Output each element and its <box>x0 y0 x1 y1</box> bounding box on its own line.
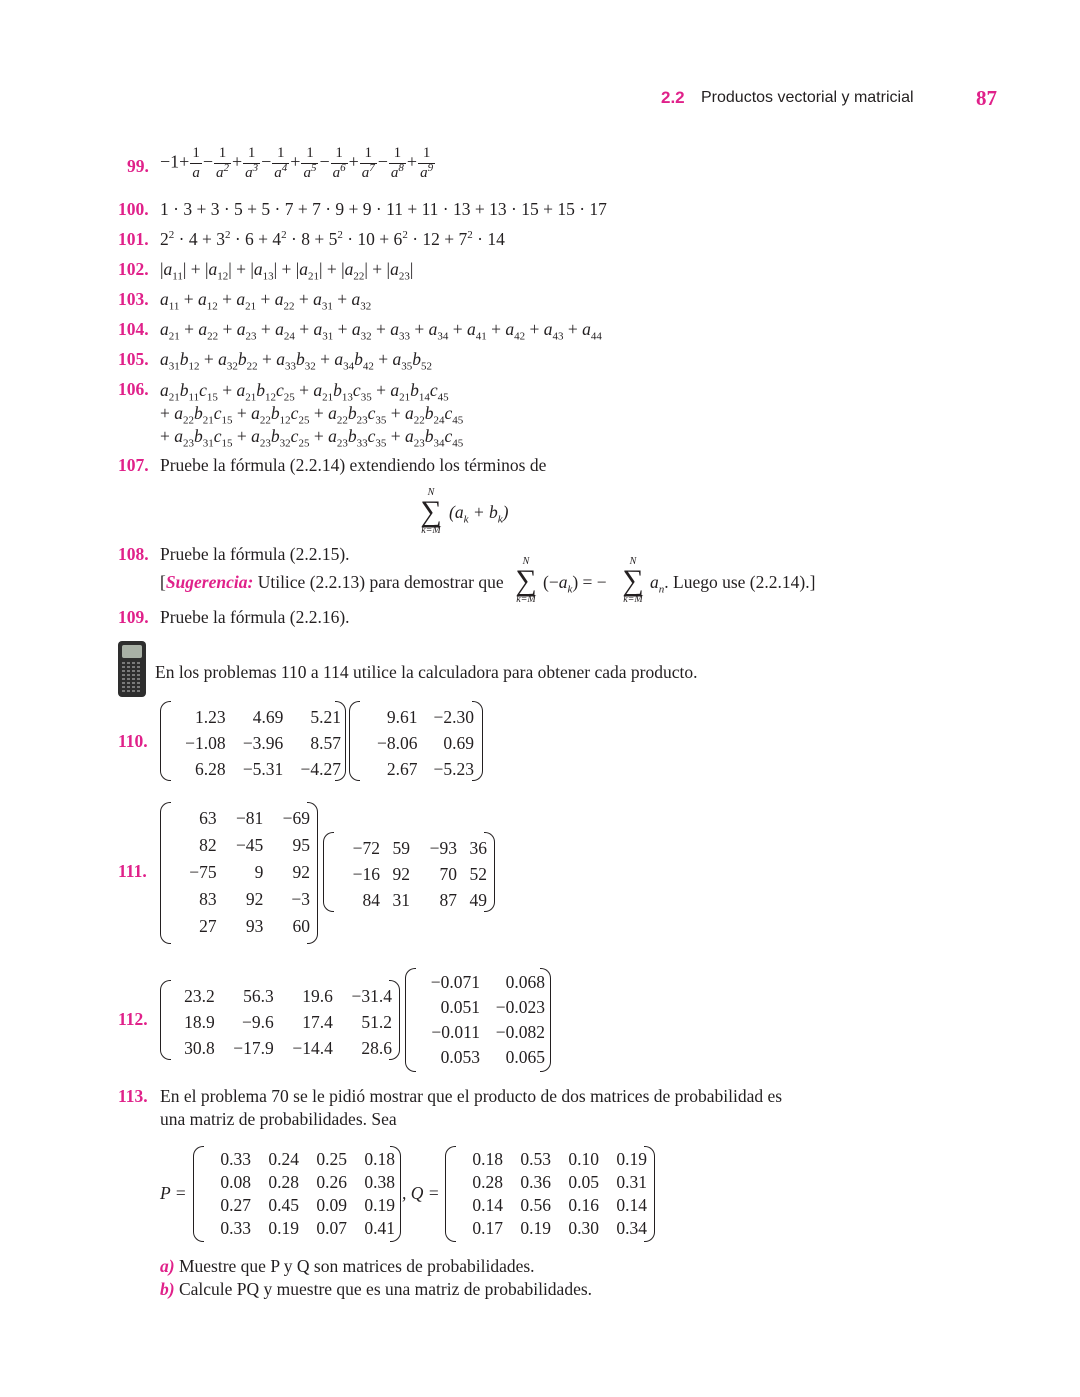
matrix-111-a-cell: −3 <box>291 889 310 909</box>
matrix-111-a-cell: 63 <box>199 808 217 828</box>
matrix-111-a-cell: 60 <box>292 916 310 936</box>
matrix-110-b-row <box>361 756 474 782</box>
matrix-112-a-cell: −9.6 <box>242 1011 274 1032</box>
matrix-111-a <box>160 802 318 944</box>
matrix-112-a-row <box>170 1035 392 1061</box>
matrix-111-a-row <box>170 805 310 832</box>
matrix-110-a-cell: −4.27 <box>300 758 341 779</box>
problem-113-part-a: a) Muestre que P y Q son matrices de probabilidades. <box>160 1256 535 1276</box>
matrix-112-a-cell: 19.6 <box>302 985 333 1006</box>
matrix-111-a-cell: 27 <box>199 916 217 936</box>
matrix-110-a-cell: −1.08 <box>185 732 226 753</box>
matrix-p-cell: 0.45 <box>268 1195 299 1215</box>
matrix-p-cell: 0.19 <box>268 1218 299 1238</box>
matrix-110-b-cell: 0.69 <box>443 732 474 753</box>
matrix-110-a-cell: 4.69 <box>252 706 284 727</box>
matrix-111-a-cell: 93 <box>245 916 264 936</box>
problem-103-number: 103. <box>118 289 149 309</box>
problem-102-number: 102. <box>118 259 149 279</box>
matrix-111-b-cell: 87 <box>439 889 457 910</box>
matrix-111-a-row <box>170 832 310 859</box>
matrix-110-a-cell: −3.96 <box>242 732 284 753</box>
matrix-112-a-cell: 23.2 <box>184 985 215 1006</box>
matrix-p-cell: 0.38 <box>364 1172 395 1192</box>
matrix-112-b-cell: 0.051 <box>440 997 480 1017</box>
matrix-111-b-cell: 92 <box>392 863 410 884</box>
matrix-112-a-cell: −17.9 <box>233 1037 274 1058</box>
matrix-111-a-row <box>170 859 310 886</box>
section-title: Productos vectorial y matricial <box>701 89 914 106</box>
matrix-110-a-row <box>168 704 341 730</box>
matrix-111-b-cell: 36 <box>469 837 487 858</box>
problem-103-expression: $a_{11} + a_{12} + a_{21} + a_{22} + a_{31} + a_{32}$ <box>160 289 372 313</box>
matrix-110-a <box>160 701 346 781</box>
problem-100-number: 100. <box>118 199 149 219</box>
matrix-p-cell: 0.41 <box>364 1218 395 1238</box>
matrix-q-cell: 0.36 <box>520 1172 551 1192</box>
matrix-111-b-cell: −72 <box>352 837 380 858</box>
matrix-111-b-row <box>333 835 487 861</box>
matrix-p-row <box>203 1194 395 1217</box>
matrix-q-cell: 0.18 <box>472 1149 503 1169</box>
matrix-q-cell: 0.19 <box>616 1149 647 1169</box>
problem-107-text: Pruebe la fórmula (2.2.14) extendiendo los términos de <box>160 455 547 475</box>
problem-113-text-line1: En el problema 70 se le pidió mostrar que el producto de dos matrices de probabilidad es <box>160 1086 783 1106</box>
matrix-112-b-cell: 0.065 <box>505 1047 545 1067</box>
matrix-112-a-cell: 17.4 <box>302 1011 333 1032</box>
matrix-q-cell: 0.53 <box>520 1149 551 1169</box>
matrix-q-cell: 0.17 <box>472 1218 503 1238</box>
matrix-p-cell: 0.27 <box>220 1195 251 1215</box>
matrix-112-b-cell: 0.053 <box>440 1047 480 1067</box>
matrix-p-row <box>203 1171 395 1194</box>
matrix-q-cell: 0.10 <box>568 1149 599 1169</box>
matrix-111-a-cell: −81 <box>235 808 264 828</box>
matrix-112-b-cell: −0.082 <box>495 1022 545 1042</box>
matrix-p-cell: 0.26 <box>316 1172 347 1192</box>
matrix-111-a-cell: −69 <box>282 808 310 828</box>
matrix-111-b-cell: 84 <box>362 889 380 910</box>
matrix-110-b-cell: 2.67 <box>386 758 418 779</box>
matrix-p-cell: 0.19 <box>364 1195 395 1215</box>
matrix-111-a-cell: 92 <box>292 862 310 882</box>
matrix-111-b-cell: −16 <box>352 863 380 884</box>
matrix-p-row <box>203 1148 395 1171</box>
matrix-110-b-cell: −5.23 <box>433 758 474 779</box>
matrix-p-cell: 0.08 <box>220 1172 251 1192</box>
matrix-111-a-row <box>170 913 310 940</box>
problem-113-text-line2: una matriz de probabilidades. Sea <box>160 1109 397 1129</box>
matrix-p-row <box>203 1217 395 1240</box>
matrix-q-cell: 0.19 <box>520 1218 551 1238</box>
summation-107: N ∑ k=M <box>420 487 442 536</box>
matrix-q-cell: 0.31 <box>616 1172 647 1192</box>
matrix-q-row <box>455 1217 647 1240</box>
matrix-112-b-cell: −0.071 <box>430 972 480 992</box>
summation-108-right: N ∑ k=M <box>622 556 644 605</box>
calculator-instruction: En los problemas 110 a 114 utilice la calculadora para obtener cada producto. <box>155 662 698 682</box>
matrix-111-b-cell: 31 <box>392 889 410 910</box>
matrix-q-row <box>455 1194 647 1217</box>
matrix-112-b-row <box>415 1020 545 1045</box>
matrix-112-a-cell: 56.3 <box>243 985 274 1006</box>
summation-107-body: $(a_k + b_k)$ <box>449 502 509 526</box>
matrix-p-cell: 0.28 <box>268 1172 299 1192</box>
matrix-p-label: P = <box>160 1183 187 1203</box>
matrix-112-a-cell: 28.6 <box>361 1037 392 1058</box>
matrix-112-b <box>405 968 551 1072</box>
problem-109-number: 109. <box>118 607 149 627</box>
matrix-112-a-cell: 51.2 <box>361 1011 392 1032</box>
matrix-q-cell: 0.30 <box>568 1218 599 1238</box>
matrix-q-cell: 0.05 <box>568 1172 599 1192</box>
matrix-112-b-row <box>415 970 545 995</box>
problem-102-expression: $|a_{11}| + |a_{12}| + |a_{13}| + |a_{21}| + |a_{22}| + |a_{23}|$ <box>160 259 414 283</box>
matrix-111-a-cell: −75 <box>189 862 217 882</box>
section-number: 2.2 <box>661 88 685 107</box>
matrix-111-b-cell: 70 <box>439 863 457 884</box>
matrix-110-b-cell: −8.06 <box>377 732 418 753</box>
matrix-111-a-cell: 82 <box>199 835 217 855</box>
matrix-111-a-row <box>170 886 310 913</box>
matrix-112-a <box>160 980 400 1060</box>
matrix-110-a-row <box>168 756 341 782</box>
matrix-111-a-cell: 83 <box>199 889 217 909</box>
problem-108-hint-start: [Sugerencia: Utilice (2.2.13) para demostrar que <box>160 572 504 592</box>
matrix-110-b-row <box>361 730 474 756</box>
matrix-q-cell: 0.34 <box>616 1218 647 1238</box>
matrix-q-cell: 0.28 <box>472 1172 503 1192</box>
matrix-110-a-cell: 8.57 <box>310 732 341 753</box>
matrix-110-a-row <box>168 730 341 756</box>
matrix-111-b <box>323 832 495 912</box>
matrix-q-label: , Q = <box>402 1183 440 1203</box>
matrix-111-a-cell: 92 <box>245 889 264 909</box>
problem-108-number: 108. <box>118 544 149 564</box>
matrix-q-row <box>455 1171 647 1194</box>
problem-101-number: 101. <box>118 229 149 249</box>
matrix-111-b-cell: −93 <box>429 837 457 858</box>
matrix-110-b <box>349 701 483 781</box>
matrix-q-cell: 0.16 <box>568 1195 599 1215</box>
summation-108-left-body: $(-a_k)$ = − <box>543 572 607 596</box>
matrix-p-cell: 0.18 <box>364 1149 395 1169</box>
matrix-p-cell: 0.33 <box>220 1149 251 1169</box>
matrix-110-a-cell: 6.28 <box>195 758 226 779</box>
matrix-110-b-cell: −2.30 <box>433 706 474 727</box>
matrix-110-a-cell: −5.31 <box>242 758 284 779</box>
matrix-112-a-cell: 18.9 <box>184 1011 215 1032</box>
matrix-p-cell: 0.25 <box>316 1149 347 1169</box>
matrix-110-b-cell: 9.61 <box>386 706 418 727</box>
problem-110-number: 110. <box>118 731 148 751</box>
problem-112-number: 112. <box>118 1009 148 1029</box>
problem-105-expression: $a_{31}b_{12} + a_{32}b_{22} + a_{33}b_{32} + a_{34}b_{42} + a_{35}b_{52}$ <box>160 349 432 373</box>
problem-100-expression: 1 · 3 + 3 · 5 + 5 · 7 + 7 · 9 + 9 · 11 + 11 · 13 + 13 · 15 + 15 · 17 <box>160 199 607 219</box>
matrix-111-a-cell: −45 <box>235 835 264 855</box>
matrix-112-b-row <box>415 1045 545 1070</box>
problem-101-expression: $2^2 \cdot 4 + 3^2 \cdot 6 + 4^2 \cdot 8 + 5^2 \cdot 10 + 6^2 \cdot 12 + 7^2 \cdot 14$ <box>160 229 505 249</box>
problem-109-text: Pruebe la fórmula (2.2.16). <box>160 607 350 627</box>
matrix-110-a-cell: 1.23 <box>195 706 226 727</box>
summation-108-left: N ∑ k=M <box>515 556 537 605</box>
matrix-110-b-row <box>361 704 474 730</box>
matrix-111-b-cell: 59 <box>392 837 410 858</box>
problem-113-number: 113. <box>118 1086 148 1106</box>
matrix-111-a-cell: 9 <box>254 862 264 882</box>
matrix-112-a-row <box>170 983 392 1009</box>
problem-106-expression: $a_{21}b_{11}c_{15} + a_{21}b_{12}c_{25} + a_{21}b_{13}c_{35} + a_{21}b_{14}c_{45}$ + $a_{22}b_{21}c_{15} + a_{22}b_{12}c_{25} + a_{22}b_{23}c_{35} + a_{22}b_{24}c_{45}$ + $a_{23}b_{31}c_{15} + a_{23}b_{32}c_{25} + a_{23}b_{33}c_{35} + a_{23}b_{34}c_{45}$ <box>160 380 464 450</box>
problem-111-number: 111. <box>118 861 147 881</box>
matrix-p <box>193 1146 401 1242</box>
problem-104-number: 104. <box>118 319 149 339</box>
problem-113-part-b: b) Calcule PQ y muestre que es una matriz de probabilidades. <box>160 1279 593 1299</box>
matrix-112-b-cell: −0.011 <box>431 1022 480 1042</box>
matrix-112-a-row <box>170 1009 392 1035</box>
matrix-111-b-row <box>333 887 487 913</box>
problem-107-number: 107. <box>118 455 149 475</box>
matrix-112-b-row <box>415 995 545 1020</box>
matrix-q-row <box>455 1148 647 1171</box>
problem-99-number: 99. <box>127 156 149 176</box>
problem-108-hint-end: $a_n$. Luego use (2.2.14).] <box>650 572 816 596</box>
problem-106-number: 106. <box>118 379 149 399</box>
problem-104-expression: $a_{21} + a_{22} + a_{23} + a_{24} + a_{31} + a_{32} + a_{33} + a_{34} + a_{41} + a_{42} + a_{43} + a_{44}$ <box>160 319 602 343</box>
matrix-110-a-cell: 5.21 <box>310 706 341 727</box>
page-number: 87 <box>976 86 997 110</box>
matrix-q <box>445 1146 655 1242</box>
matrix-p-cell: 0.09 <box>316 1195 347 1215</box>
calculator-icon <box>118 641 146 697</box>
matrix-q-cell: 0.14 <box>472 1195 503 1215</box>
matrix-111-b-cell: 49 <box>469 889 487 910</box>
matrix-p-cell: 0.33 <box>220 1218 251 1238</box>
matrix-111-b-cell: 52 <box>469 863 487 884</box>
matrix-q-cell: 0.56 <box>520 1195 551 1215</box>
matrix-112-a-cell: 30.8 <box>184 1037 215 1058</box>
matrix-112-b-cell: 0.068 <box>505 972 545 992</box>
matrix-112-a-cell: −14.4 <box>292 1037 333 1058</box>
problem-99-expression: −1+ $\frac{1}{a}$ − $\frac{1}{a^2}$ + $\frac{1}{a^3}$ − $\frac{1}{a^4}$ + $\frac{1}{a^5}$ − $\frac{1}{a^6}$ + $\frac{1}{a^7}$ − $\frac{1}{a^8}$ + $\frac{1}{a^9}$ <box>160 145 434 181</box>
matrix-112-a-cell: −31.4 <box>351 985 392 1006</box>
matrix-q-cell: 0.14 <box>616 1195 647 1215</box>
matrix-111-b-row <box>333 861 487 887</box>
problem-105-number: 105. <box>118 349 149 369</box>
matrix-p-cell: 0.07 <box>316 1218 347 1238</box>
matrix-112-b-cell: −0.023 <box>495 997 545 1017</box>
matrix-p-cell: 0.24 <box>268 1149 299 1169</box>
matrix-111-a-cell: 95 <box>292 835 310 855</box>
problem-108-text: Pruebe la fórmula (2.2.15). <box>160 544 350 564</box>
